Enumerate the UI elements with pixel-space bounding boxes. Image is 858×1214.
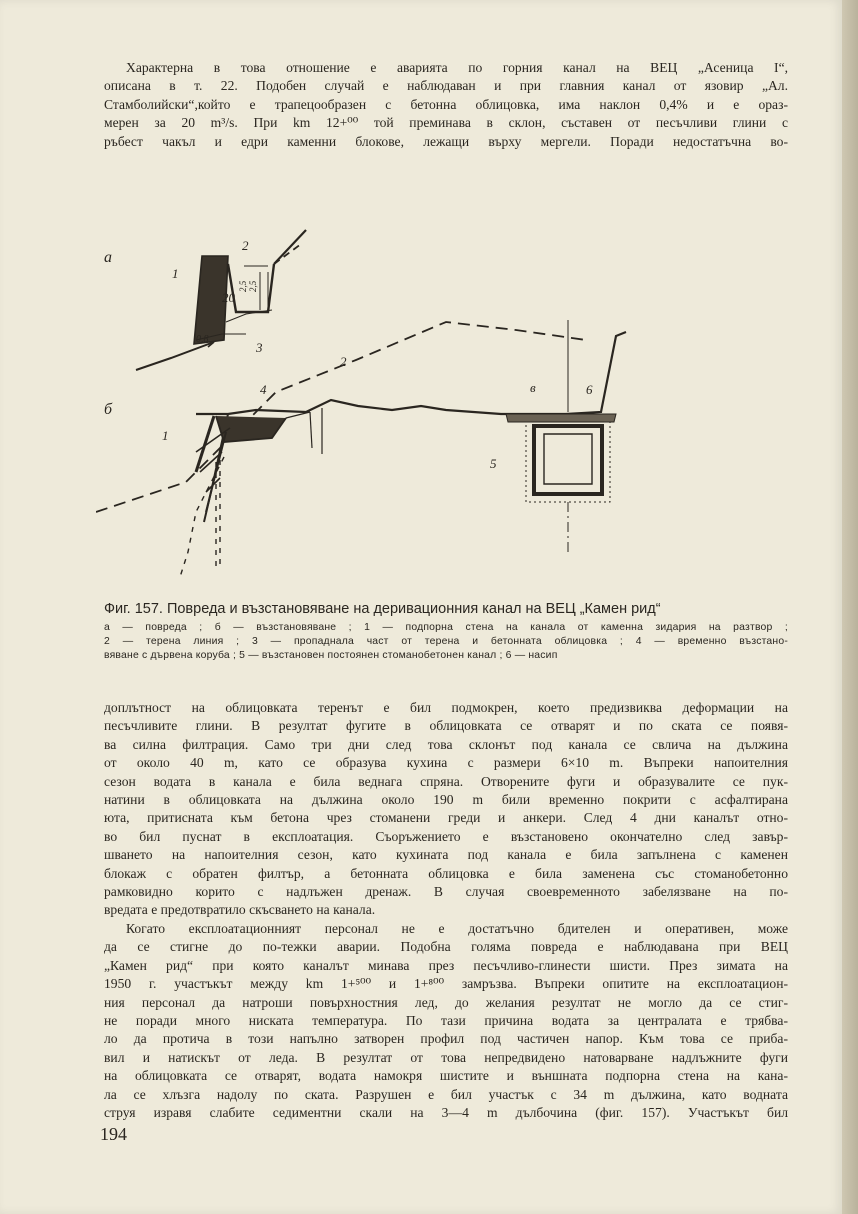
figure-label: 2 bbox=[242, 238, 249, 253]
text-line: „Камен рид“ при която каналът минава през песъчливо-глинести шисти. През зимата на bbox=[104, 957, 788, 973]
figure-label: 20 bbox=[222, 290, 235, 305]
text-line: ва силна филтрация. Само три дни след това склонът под канала се свлича на дължина bbox=[104, 736, 788, 752]
text-line: ръбест чакъл и едри каменни блокове, лежащи върху мергели. Поради недостатъчна во- bbox=[104, 133, 788, 149]
text-line: вредата е предотвратило скъсването на канала. bbox=[104, 902, 376, 918]
text-line: шването на напоителния сезон, като кухината под канала е била запълнена с каменен bbox=[104, 847, 788, 863]
text-line: рамковидно корито с надлъжен дренаж. В случая своевременното забелязване на по- bbox=[104, 884, 788, 900]
panel-b-drawing bbox=[96, 320, 626, 577]
text-line: ла се хлъзга надолу по ската. Разрушен е бил участък с 34 m дължина, като водната bbox=[104, 1086, 788, 1102]
legend-line: вяване с дървена коруба ; 5 — възстановен постоянен стоманобетонен канал ; 6 — насип bbox=[104, 650, 558, 661]
figure-label: в bbox=[530, 380, 536, 395]
panel-b-label: б bbox=[104, 401, 113, 418]
figure-label: 3 bbox=[256, 340, 263, 355]
text-line: 1950 г. участъкът между km 1+⁵⁰⁰ и 1+⁸⁰⁰ замръзва. Въпреки опитите на експлоатацион- bbox=[104, 976, 788, 992]
figure-caption-title: Фиг. 157. Повреда и възстановяване на деривационния канал на ВЕЦ „Камен рид“ bbox=[104, 601, 661, 617]
figure-label: 2,5 bbox=[248, 280, 258, 292]
body-paragraph-2 bbox=[104, 920, 788, 1122]
figure-label: 6 bbox=[586, 382, 593, 397]
panel-a-label: а bbox=[104, 249, 112, 266]
text-line: юта, притисната към бетона чрез стоманени греди и анкери. След 4 дни каналът отно- bbox=[104, 810, 788, 826]
text-line: мерен за 20 m³/s. При km 12+⁰⁰ той преминава в склон, съставен от песъчливи глини с bbox=[104, 115, 788, 131]
text-line: доплътност на облицовката теренът е бил подмокрен, което предизвиква деформации на bbox=[104, 700, 788, 715]
body-paragraph-1 bbox=[104, 699, 788, 920]
text-line: на облицовката се отварят, водата намокря шистите и външната подпорна стена на кана- bbox=[104, 1068, 788, 1084]
figure-label: 1 bbox=[172, 266, 179, 281]
figure-label: 0,8 bbox=[196, 334, 209, 345]
figure-label: 1 bbox=[162, 428, 169, 443]
figure-label: 2 bbox=[340, 354, 347, 369]
intro-paragraph bbox=[104, 59, 788, 151]
text-line: да се стигне до по-тежки аварии. Подобна голяма повреда е наблюдавана при ВЕЦ bbox=[104, 939, 788, 955]
text-line: сезон водата в канала е била веднага спряна. Отворените фуги и образувалите се пук- bbox=[104, 773, 788, 789]
legend-line: 2 — терена линия ; 3 — пропаднала част от терена и бетонната облицовка ; 4 — временно възстано- bbox=[104, 636, 788, 647]
text-line: Характерна в това отношение е аварията по горния канал на ВЕЦ „Асеница I“, bbox=[126, 60, 788, 75]
panel-a-drawing bbox=[136, 230, 306, 370]
figure-157-drawing bbox=[96, 222, 656, 592]
figure-label: 5 bbox=[490, 456, 497, 471]
figure-label: 4 bbox=[260, 382, 267, 397]
text-line: струя изравя слабите седиментни скали на 3—4 m дълбочина (фиг. 157). Участъкът бил bbox=[104, 1105, 788, 1121]
text-line: не поради много ниската температура. По тази причина водата за централата е трябва- bbox=[104, 1013, 788, 1029]
page-edge bbox=[842, 0, 858, 1214]
text-line: от около 40 m, като се образува кухина с размери 6×10 m. Въпреки напоителния bbox=[104, 755, 788, 771]
text-line: вил и натискът от леда. В резултат от това непредвидено натоварване надлъжните фуги bbox=[104, 1049, 788, 1065]
text-line: блокаж с обратен филтър, а бетонната облицовка е била заменена със стоманобетонно bbox=[104, 865, 788, 881]
text-line: описана в т. 22. Подобен случай е наблюдаван и при главния канал от язовир „Ал. bbox=[104, 78, 788, 94]
page-number: 194 bbox=[100, 1124, 127, 1144]
text-line: Стамболийски“,който е трапецообразен с бетонна облицовка, има наклон 0,4% и е ораз- bbox=[104, 96, 788, 112]
figure-label: 2,5 bbox=[238, 280, 248, 292]
figure-legend bbox=[104, 621, 788, 663]
text-line: натини в облицовката на дължина около 190 m били временно покрити с асфалтирана bbox=[104, 792, 788, 808]
legend-line: а — повреда ; б — възстановяване ; 1 — подпорна стена на канала от каменна зидария на разтвор ; bbox=[104, 622, 788, 633]
text-line: ния персонал да натроши повърхностния лед, до желания резултат не могло да се стиг- bbox=[104, 994, 788, 1010]
text-line: песъчливите глини. В резултат фугите в облицовката се отварят и по ската се появя- bbox=[104, 718, 788, 734]
text-line: ло да протича в този напълно затворен профил под частичен напор. Към това се приба- bbox=[104, 1031, 788, 1047]
text-line: Когато експлоатационният персонал не е достатъчно бдителен и оперативен, може bbox=[126, 921, 788, 936]
text-line: во бил пуснат в експлоатация. Съоръжението е възстановено окончателно след завър- bbox=[104, 828, 788, 844]
